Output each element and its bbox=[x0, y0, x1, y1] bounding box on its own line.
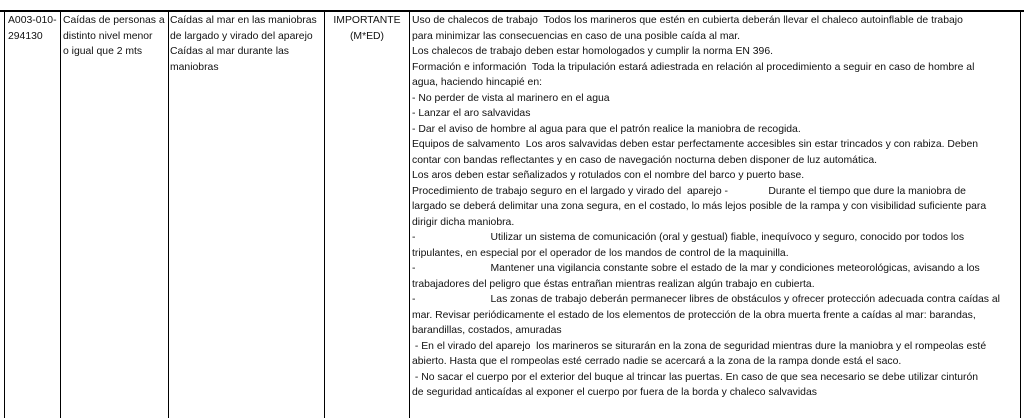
measure-line: - Las zonas de trabajo deberán permanecer libres de obstáculos y ofrecer protección adecuada contra caídas al bbox=[412, 294, 1000, 305]
measure-line: Formación e información Toda la tripulación estará adiestrada en relación al procedimiento a seguir en caso de hombre al bbox=[412, 61, 975, 73]
measure-line: - En el virado del aparejo los marineros se siturarán en la zona de seguridad mientras dure la maniobra y el rompeolas esté bbox=[412, 340, 987, 352]
measure-line: mar. Revisar periódicamente el estado de los elementos de protección de la obra muerta frente a caídas al mar: barandas, bbox=[412, 309, 976, 321]
column-divider bbox=[4, 10, 5, 418]
column-divider bbox=[1020, 10, 1021, 418]
risk-code-cell: A003-010- 294130 bbox=[8, 15, 57, 42]
measure-line: Los chalecos de trabajo deben estar homologados y cumplir la norma EN 396. bbox=[412, 46, 773, 57]
measure-line: - No perder de vista al marinero en el agua bbox=[412, 92, 610, 104]
priority-cell: IMPORTANTE (M*ED) bbox=[333, 15, 401, 42]
measure-line: de seguridad anticaídas al exponer el cuerpo por fuera de la borda y chaleco salvavidas bbox=[412, 387, 817, 398]
measure-line: - Lanzar el aro salvavidas bbox=[412, 108, 531, 119]
measure-line: Equipos de salvamento Los aros salvavidas deben estar perfectamente accesibles sin estar trincados y con rabiza. Deben bbox=[412, 139, 979, 150]
measure-line: para minimizar las consecuencias en caso de una posible caída al mar. bbox=[412, 30, 741, 42]
measure-line: dirigir dicha maniobra. bbox=[412, 216, 515, 228]
measure-line: - Utilizar un sistema de comunicación (oral y gestual) fiable, inequívoco y seguro, conocido por todos los bbox=[412, 232, 965, 243]
measure-line: agua, haciendo hincapié en: bbox=[412, 77, 542, 88]
measure-line: contar con bandas reflectantes y en caso de navegación nocturna deben disponer de luz automática. bbox=[412, 154, 878, 166]
measure-line: Uso de chalecos de trabajo Todos los marineros que estén en cubierta deberán llevar el chaleco autoinflable de trabajo bbox=[412, 15, 963, 26]
measure-line: Los aros deben estar señalizados y rotulados con el nombre del barco y puerto base. bbox=[412, 170, 805, 181]
column-divider bbox=[168, 10, 169, 418]
column-divider bbox=[409, 10, 410, 418]
measure-line: abierto. Hasta que el rompeolas esté cerrado nadie se acercará a la zona de la rampa donde está el saco. bbox=[412, 356, 902, 367]
column-divider bbox=[60, 10, 61, 418]
preventive-measures-cell bbox=[412, 13, 1018, 401]
measure-line: Procedimiento de trabajo seguro en el largado y virado del aparejo - Durante el tiempo que dure la maniobra de bbox=[412, 185, 966, 197]
table-top-border bbox=[0, 10, 1024, 12]
measure-line: tripulantes, en especial por el operador de los mandos de control de la maquinilla. bbox=[412, 247, 789, 259]
measure-line: trabajadores del peligro que éstas entrañan mientras realizan algún trabajo en cubierta. bbox=[412, 278, 815, 290]
measure-line: - No sacar el cuerpo por el exterior del buque al trincar las puertas. En caso de que sea necesario se debe utilizar cinturón bbox=[412, 371, 979, 383]
cause-cell: Caídas al mar en las maniobras de largado y virado del aparejo Caídas al mar durante las maniobras bbox=[170, 15, 317, 73]
measure-line: - Mantener una vigilancia constante sobre el estado de la mar y condiciones meteorológicas, avisando a los bbox=[412, 263, 980, 274]
measure-line: - Dar el aviso de hombre al agua para que el patrón realice la maniobra de recogida. bbox=[412, 123, 801, 135]
measure-line: barandillas, costados, amuradas bbox=[412, 325, 562, 336]
hazard-cell: Caídas de personas a distinto nivel menor o igual que 2 mts bbox=[63, 15, 165, 57]
column-divider bbox=[324, 10, 325, 418]
measure-line: largado se deberá delimitar una zona segura, en el costado, lo más lejos posible de la rampa y con visibilidad suficiente para bbox=[412, 201, 987, 212]
